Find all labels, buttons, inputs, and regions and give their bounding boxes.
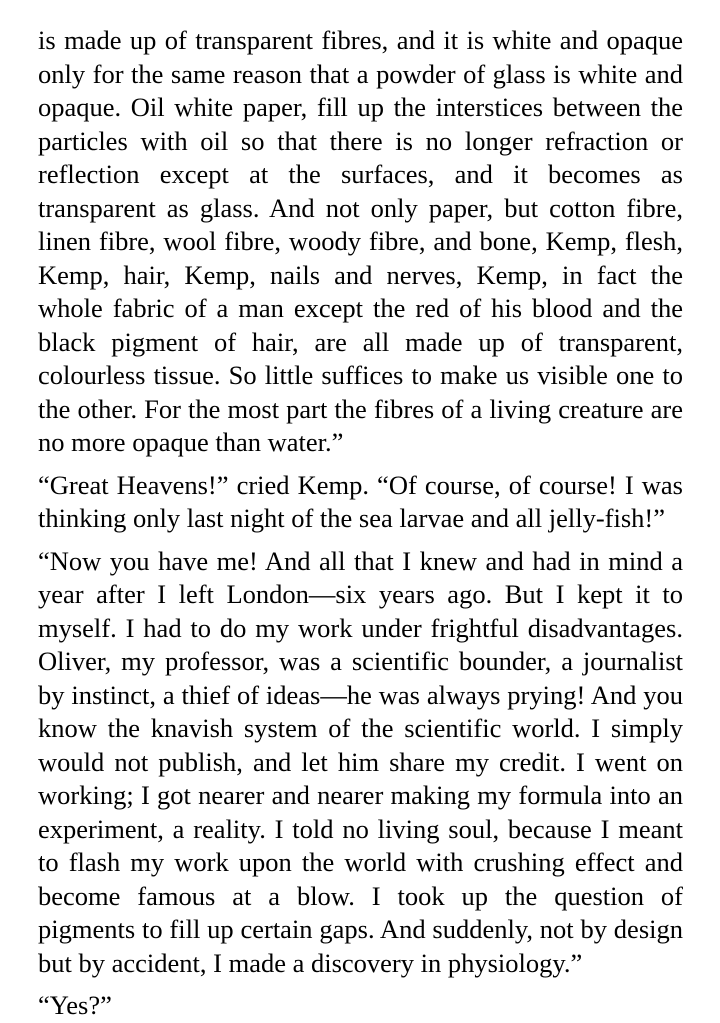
paragraph: “Great Heavens!” cried Kemp. “Of course, of course! I was thinking only last night of the sea larvae and all jelly-fish!”	[38, 469, 683, 533]
paragraph: “Now you have me! And all that I knew and had in mind a year after I left London—six years ago. But I kept it to myself. I had to do my work under frightful disadvantages. Oliver, my professor, was a scientific bounder, a journalist by instinct, a thief of ideas—he was always prying! And you know the knavish system of the scientific world. I simply would not publish, and let him share my credit. I went on working; I got nearer and nearer making my formula into an experiment, a reality. I told no living soul, because I meant to flash my work upon the world with crushing effect and become famous at a blow. I took up the question of pigments to fill up certain gaps. And suddenly, not by design but by accident, I made a discovery in physiology.”	[38, 545, 683, 978]
paragraph: “Yes?”	[38, 990, 112, 1020]
paragraph: is made up of transparent fibres, and it is white and opaque only for the same reason that a powder of glass is white and opaque. Oil white paper, fill up the interstices between the particles with oil so that there is no longer refraction or reflection except at the surfaces, and it becomes as transparent as glass. And not only paper, but cotton fibre, linen fibre, wool fibre, woody fibre, and bone, Kemp, flesh, Kemp, hair, Kemp, nails and nerves, Kemp, in fact the whole fabric of a man except the red of his blood and the black pigment of hair, are all made up of transparent, colourless tissue. So little suffices to make us visible one to the other. For the most part the fibres of a living creature are no more opaque than water.”	[38, 25, 683, 457]
page-text	[38, 24, 683, 1023]
